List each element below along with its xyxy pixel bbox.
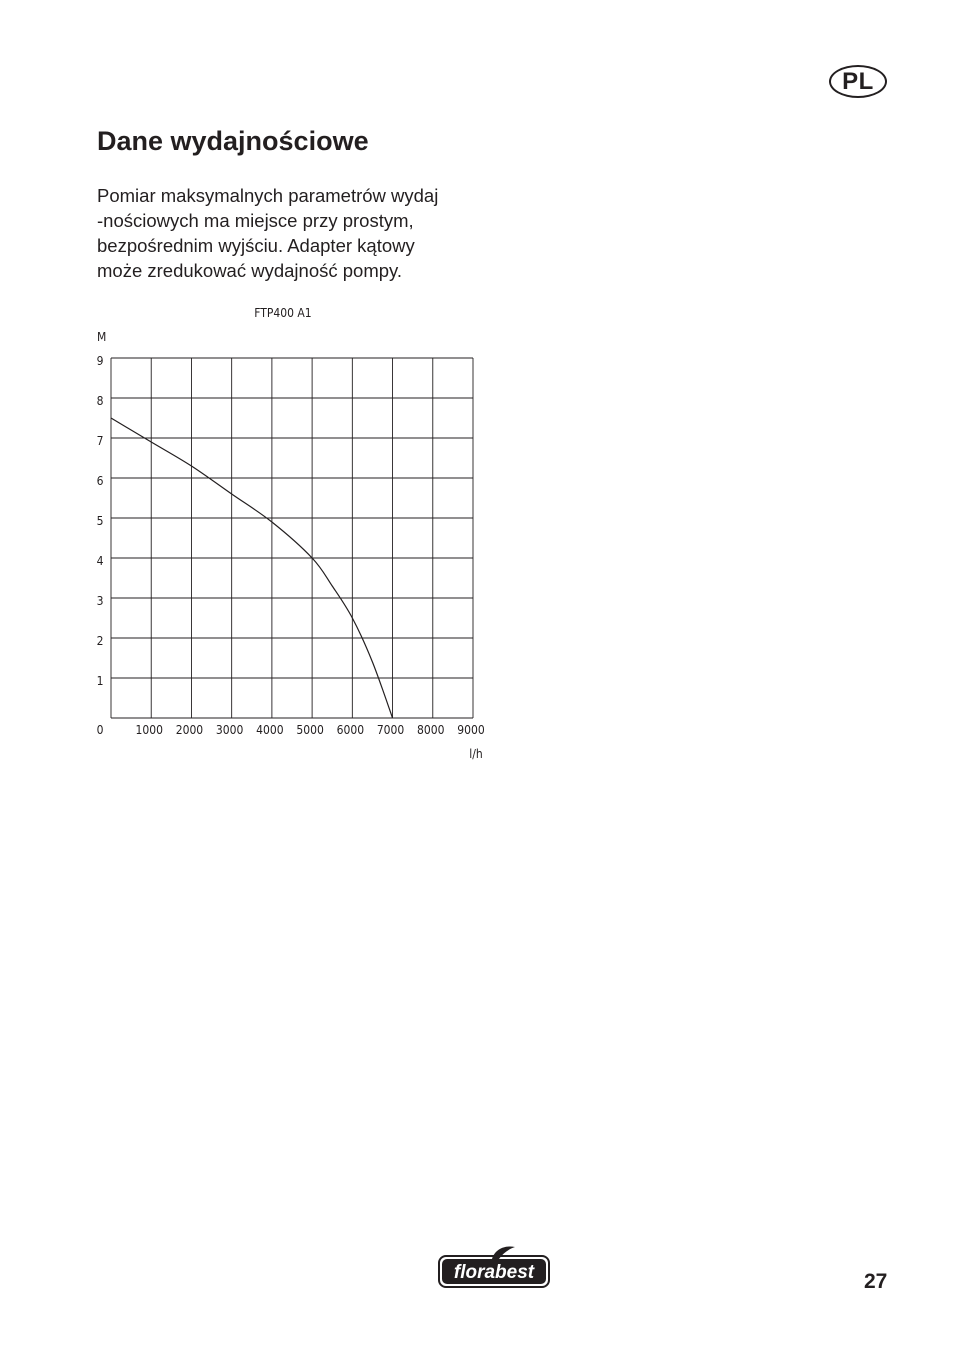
x-tick-label: 8000 bbox=[417, 723, 445, 737]
intro-line: bezpośrednim wyjściu. Adapter kątowy bbox=[97, 235, 415, 256]
intro-paragraph bbox=[97, 183, 497, 283]
x-tick-label: 6000 bbox=[336, 723, 365, 737]
x-tick-label: 0 bbox=[96, 723, 104, 737]
x-tick-label: 5000 bbox=[296, 723, 324, 737]
language-code: PL bbox=[842, 67, 874, 95]
y-tick-label: 6 bbox=[96, 474, 104, 488]
y-tick-label: 4 bbox=[96, 554, 104, 568]
page-number: 27 bbox=[864, 1270, 888, 1293]
y-axis-label: M bbox=[97, 330, 107, 344]
intro-line: może zredukować wydajność pompy. bbox=[97, 260, 403, 281]
page-title: Dane wydajnościowe bbox=[97, 126, 369, 156]
y-tick-label: 7 bbox=[96, 434, 104, 448]
y-tick-label: 3 bbox=[96, 594, 104, 608]
pump-curve-line bbox=[111, 418, 393, 718]
performance-chart bbox=[85, 295, 495, 770]
intro-line: -nościowych ma miejsce przy prostym, bbox=[97, 210, 414, 231]
x-tick-label: 7000 bbox=[376, 723, 405, 737]
y-tick-label: 2 bbox=[96, 634, 104, 648]
brand-name: florabest bbox=[453, 1262, 535, 1283]
y-tick-label: 1 bbox=[96, 674, 104, 688]
y-tick-label: 5 bbox=[96, 514, 104, 528]
chart-title: FTP400 A1 bbox=[254, 306, 312, 320]
y-tick-label: 9 bbox=[96, 354, 104, 368]
x-tick-label: 1000 bbox=[135, 723, 163, 737]
chart-ticks bbox=[97, 354, 485, 737]
x-tick-label: 4000 bbox=[256, 723, 284, 737]
x-tick-label: 9000 bbox=[457, 723, 485, 737]
intro-line: Pomiar maksymalnych parametrów wydaj bbox=[97, 185, 439, 206]
y-tick-label: 8 bbox=[96, 394, 104, 408]
x-tick-label: 3000 bbox=[215, 723, 244, 737]
x-axis-label: l/h bbox=[469, 747, 483, 761]
x-tick-label: 2000 bbox=[175, 723, 204, 737]
florabest-logo bbox=[437, 1243, 553, 1289]
language-badge bbox=[829, 65, 887, 98]
